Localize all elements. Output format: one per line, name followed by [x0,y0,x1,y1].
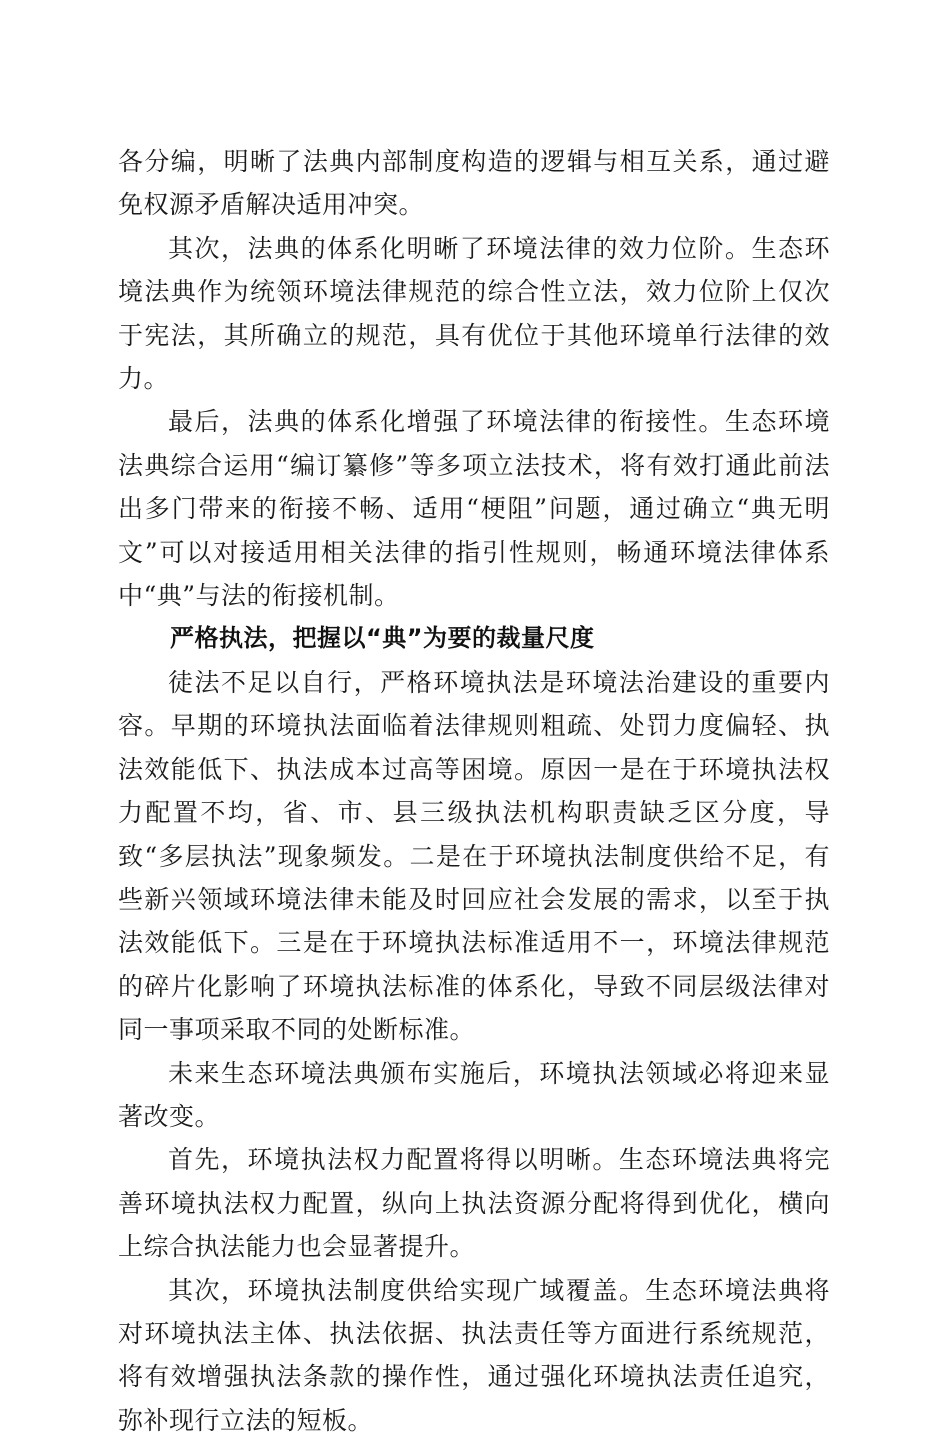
paragraph: 最后，法典的体系化增强了环境法律的衔接性。生态环境法典综合运用“编订纂修”等多项立法技术，将有效打通此前法出多门带来的衔接不畅、适用“梗阻”问题，通过确立“典无明文”可以对接适用相关法律的指引性规则，畅通环境法律体系中“典”与法的衔接机制。 [118,407,830,611]
paragraph-continuation: 各分编，明晰了法典内部制度构造的逻辑与相互关系，通过避免权源矛盾解决适用冲突。 [118,147,830,220]
paragraph: 其次，环境执法制度供给实现广域覆盖。生态环境法典将对环境执法主体、执法依据、执法责任等方面进行系统规范，将有效增强执法条款的操作性，通过强化环境执法责任追究，弥补现行立法的短板。 [118,1275,830,1435]
paragraph: 首先，环境执法权力配置将得以明晰。生态环境法典将完善环境执法权力配置，纵向上执法资源分配将得到优化，横向上综合执法能力也会显著提升。 [118,1145,830,1262]
paragraph: 徒法不足以自行，严格环境执法是环境法治建设的重要内容。早期的环境执法面临着法律规则粗疏、处罚力度偏轻、执法效能低下、执法成本过高等困境。原因一是在于环境执法权力配置不均，省、市、县三级执法机构职责缺乏区分度，导致“多层执法”现象频发。二是在于环境执法制度供给不足，有些新兴领域环境法律未能及时回应社会发展的需求，以至于执法效能低下。三是在于环境执法标准适用不一，环境法律规范的碎片化影响了环境执法标准的体系化，导致不同层级法律对同一事项采取不同的处断标准。 [118,667,830,1045]
section-heading: 严格执法，把握以“典”为要的裁量尺度 [170,624,595,653]
paragraph: 其次，法典的体系化明晰了环境法律的效力位阶。生态环境法典作为统领环境法律规范的综合性立法，效力位阶上仅次于宪法，其所确立的规范，具有优位于其他环境单行法律的效力。 [118,233,830,394]
document-body [118,140,830,1442]
paragraph: 未来生态环境法典颁布实施后，环境执法领域必将迎来显著改变。 [118,1058,830,1131]
